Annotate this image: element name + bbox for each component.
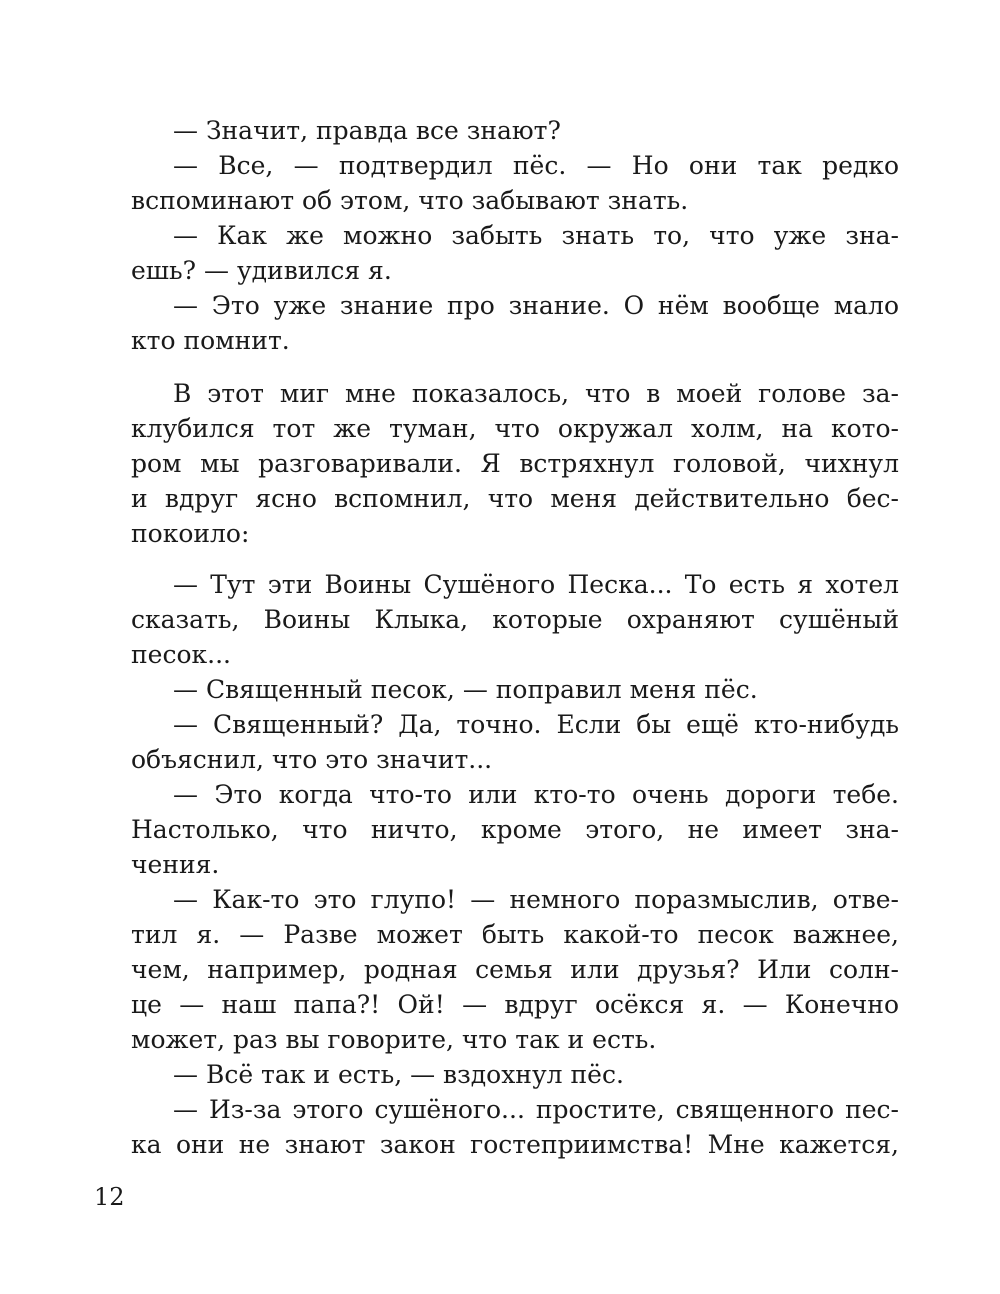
text-line: и вдруг ясно вспомнил, что меня действительно бес- xyxy=(131,484,899,513)
text-line: — Тут эти Воины Сушёного Песка... То есть я хотел xyxy=(173,570,899,599)
text-line: — Как-то это глупо! — немного поразмыслив, отве- xyxy=(173,885,899,914)
text-line: клубился тот же туман, что окружал холм, на кото- xyxy=(131,414,899,443)
text-line: — Это уже знание про знание. О нём вообще мало xyxy=(173,291,899,320)
page-number: 12 xyxy=(94,1183,125,1211)
text-line: ешь? — удивился я. xyxy=(131,256,392,285)
text-line: ром мы разговаривали. Я встряхнул головой, чихнул xyxy=(131,449,899,478)
text-line: В этот миг мне показалось, что в моей голове за- xyxy=(173,379,899,408)
text-line: тил я. — Разве может быть какой-то песок важнее, xyxy=(131,920,899,949)
text-line: — Как же можно забыть знать то, что уже зна- xyxy=(173,221,899,250)
text-line: покоило: xyxy=(131,519,250,548)
text-line: ка они не знают закон гостеприимства! Мне кажется, xyxy=(131,1130,899,1159)
text-line: может, раз вы говорите, что так и есть. xyxy=(131,1025,657,1054)
text-line: кто помнит. xyxy=(131,326,290,355)
text-line: Настолько, что ничто, кроме этого, не имеет зна- xyxy=(131,815,899,844)
text-line: — Священный песок, — поправил меня пёс. xyxy=(173,675,758,704)
text-line: — Священный? Да, точно. Если бы ещё кто-нибудь xyxy=(173,710,899,739)
text-line: сказать, Воины Клыка, которые охраняют сушёный xyxy=(131,605,899,634)
text-line: — Значит, правда все знают? xyxy=(173,116,561,145)
text-line: объяснил, что это значит... xyxy=(131,745,493,774)
text-line: песок... xyxy=(131,640,231,669)
text-line: — Все, — подтвердил пёс. — Но они так редко xyxy=(173,151,899,180)
text-line: чем, например, родная семья или друзья? Или солн- xyxy=(131,955,899,984)
text-line: це — наш папа?! Ой! — вдруг осёкся я. — Конечно xyxy=(131,990,899,1019)
text-line: — Из-за этого сушёного... простите, священного пес- xyxy=(173,1095,899,1124)
text-line: чения. xyxy=(131,850,220,879)
text-line: вспоминают об этом, что забывают знать. xyxy=(131,186,689,215)
text-line: — Всё так и есть, — вздохнул пёс. xyxy=(173,1060,624,1089)
text-line: — Это когда что-то или кто-то очень дороги тебе. xyxy=(173,780,899,809)
